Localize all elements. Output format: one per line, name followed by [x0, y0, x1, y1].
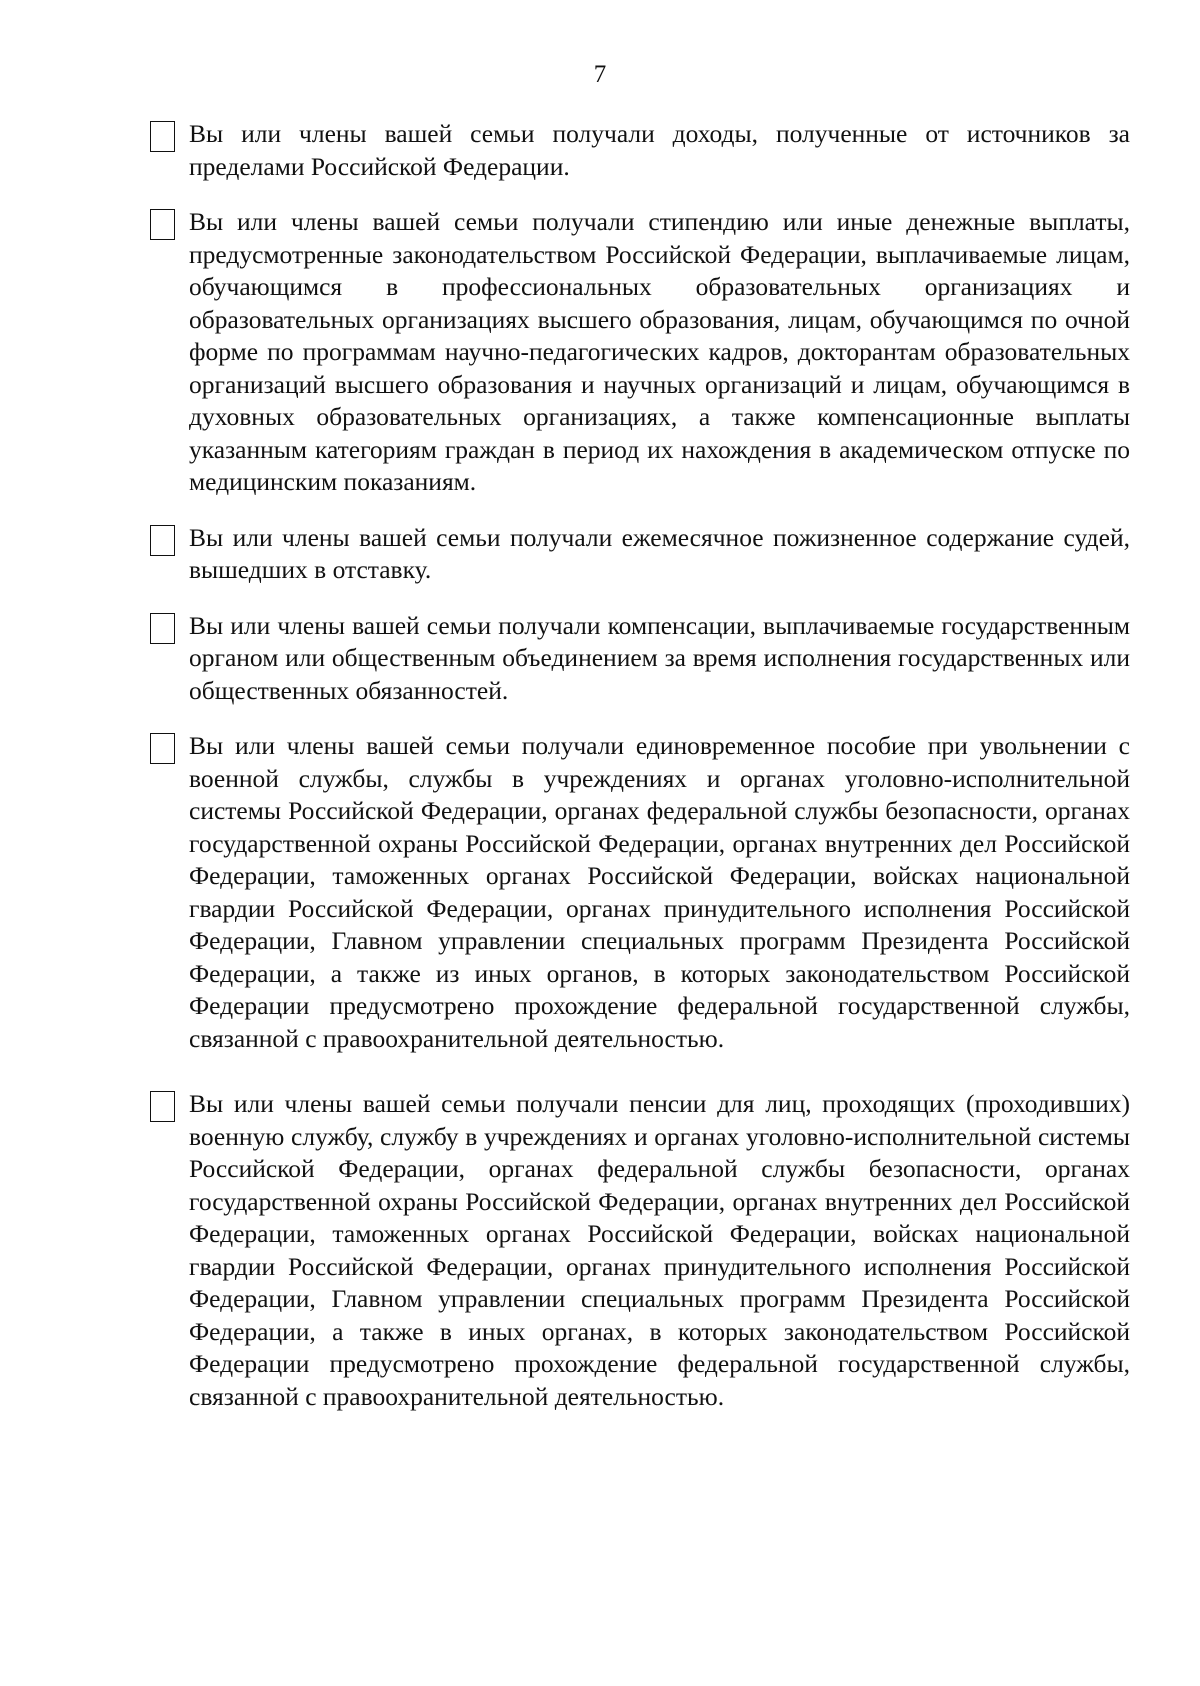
option-duty-compensation — [150, 610, 1130, 708]
option-text-dismissal-benefit: Вы или члены вашей семьи получали единовременное пособие при увольнении с военной службы, службы в учреждениях и органах уголовно-исполнительной системы Российской Федерации, органах федеральной службы безопасности, органах государственной охраны Российской Федерации, органах внутренних дел Российской Федерации, таможенных органах Российской Федерации, войсках национальной гвардии Российской Федерации, органах принудительного исполнения Российской Федерации, Главном управлении специальных программ Президента Российской Федерации, а также из иных органов, в которых законодательством Российской Федерации предусмотрено прохождение федеральной государственной службы, связанной с правоохранительной деятельностью. — [189, 731, 1130, 1053]
option-text-service-pension: Вы или члены вашей семьи получали пенсии для лиц, проходящих (проходивших) военную службу, службу в учреждениях и органах уголовно-исполнительной системы Российской Федерации, органах федеральной службы безопасности, органах государственной охраны Российской Федерации, органах внутренних дел Российской Федерации, таможенных органах Российской Федерации, войсках национальной гвардии Российской Федерации, органах принудительного исполнения Российской Федерации, Главном управлении специальных программ Президента Российской Федерации, а также в иных органах, в которых законодательством Российской Федерации предусмотрено прохождение федеральной государственной службы, связанной с правоохранительной деятельностью. — [189, 1089, 1130, 1411]
checkbox-scholarship[interactable] — [150, 209, 175, 240]
checkbox-dismissal-benefit[interactable] — [150, 733, 175, 764]
option-text-scholarship: Вы или члены вашей семьи получали стипендию или иные денежные выплаты, предусмотренные законодательством Российской Федерации, выплачиваемые лицам, обучающимся в профессиональных образовательных организациях и образовательных организациях высшего образования, лицам, обучающимся по очной форме по программам научно-педагогических кадров, докторантам образовательных организаций высшего образования и научных организаций и лицам, обучающимся в духовных образовательных организациях, а также компенсационные выплаты указанным категориям граждан в период их нахождения в академическом отпуске по медицинским показаниям. — [189, 207, 1130, 496]
option-scholarship — [150, 206, 1130, 499]
option-text-duty-compensation: Вы или члены вашей семьи получали компенсации, выплачиваемые государственным органом или общественным объединением за время исполнения государственных или общественных обязанностей. — [189, 610, 1130, 705]
checkbox-duty-compensation[interactable] — [150, 613, 175, 644]
checkbox-judge-allowance[interactable] — [150, 525, 175, 556]
income-options-list — [150, 118, 1130, 1436]
page-number: 7 — [593, 61, 607, 88]
option-text-foreign-income: Вы или члены вашей семьи получали доходы, полученные от источников за пределами Российской Федерации. — [189, 119, 1130, 181]
option-dismissal-benefit — [150, 730, 1130, 1055]
checkbox-foreign-income[interactable] — [150, 121, 175, 152]
checkbox-service-pension[interactable] — [150, 1091, 175, 1122]
option-judge-allowance — [150, 522, 1130, 587]
option-foreign-income — [150, 118, 1130, 183]
option-service-pension — [150, 1088, 1130, 1413]
option-text-judge-allowance: Вы или члены вашей семьи получали ежемесячное пожизненное содержание судей, вышедших в отставку. — [189, 522, 1130, 584]
